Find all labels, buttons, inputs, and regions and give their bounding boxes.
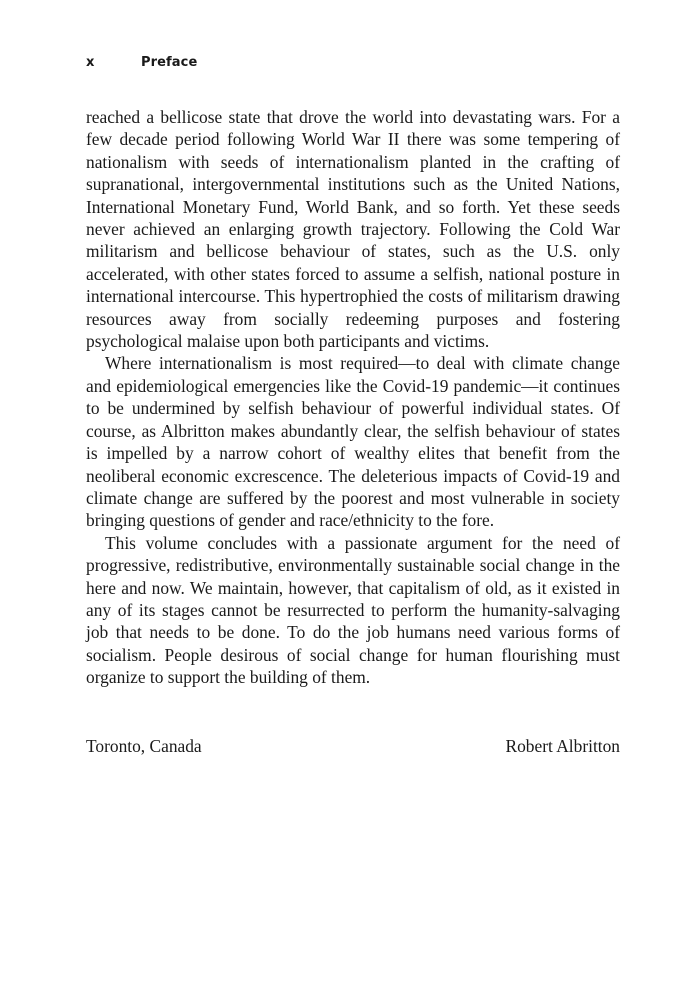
running-title: Preface: [141, 55, 198, 70]
signoff-author: Robert Albritton: [505, 736, 620, 756]
signoff: [86, 735, 620, 757]
page-number: x: [86, 55, 95, 70]
paragraph-1: reached a bellicose state that drove the world into devastating wars. For a few decade period following World War II there was some tempering of nationalism with seeds of internationalism planted in the crafting of supranational, intergovernmental institutions such as the United Nations, International Monetary Fund, World Bank, and so forth. Yet these seeds never achieved an enlarging growth trajectory. Following the Cold War militarism and bellicose behaviour of states, such as the U.S. only accelerated, with other states forced to assume a selfish, national posture in international intercourse. This hypertrophied the costs of militarism drawing resources away from socially redeeming purposes and fostering psychological malaise upon both participants and victims.: [86, 107, 620, 352]
signoff-place: Toronto, Canada: [86, 736, 202, 756]
paragraph-3: This volume concludes with a passionate argument for the need of progressive, redistributive, environmentally sustainable social change in the here and now. We maintain, however, that capitalism of old, as it existed in any of its stages cannot be resurrected to perform the humanity-salvaging job that needs to be done. To do the job humans need various forms of socialism. People desirous of social change for human flourishing must organize to support the building of them.: [86, 532, 620, 688]
paragraph-2: Where internationalism is most required—to deal with climate change and epidemiological emergencies like the Covid-19 pandemic—it continues to be undermined by selfish behaviour of powerful individual states. Of course, as Albritton makes abundantly clear, the selfish behaviour of states is impelled by a narrow cohort of wealthy elites that benefit from the neoliberal economic excrescence. The deleterious impacts of Covid-19 and climate change are suffered by the poorest and most vulnerable in society bringing questions of gender and race/ethnicity to the fore.: [86, 353, 620, 531]
running-head: [86, 54, 197, 72]
body-text: [86, 106, 620, 689]
